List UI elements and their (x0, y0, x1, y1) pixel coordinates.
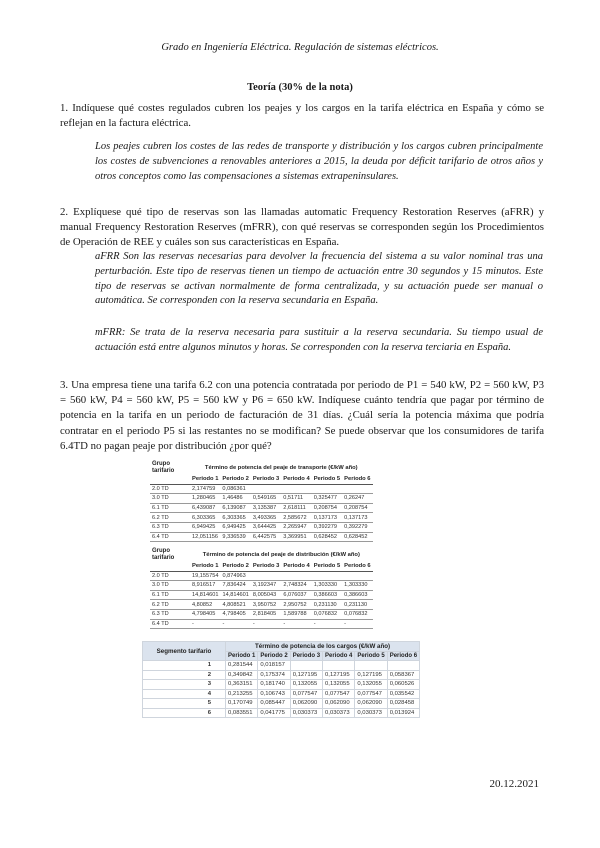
table-row (143, 661, 420, 671)
group-cell: 6.3 TD (150, 522, 190, 532)
value-cell: 0,281544 (226, 661, 258, 671)
period-header: Periodo 1 (190, 562, 220, 571)
value-cell: 3,135387 (251, 503, 281, 513)
value-cell: 14,814601 (222, 592, 249, 599)
period-header: Periodo 4 (283, 476, 310, 483)
segment-cell: 4 (143, 689, 226, 699)
value-cell (342, 484, 372, 494)
value-cell: 6,303365 (190, 513, 220, 523)
value-cell: 2,265947 (281, 522, 311, 532)
value-cell: 1,46486 (220, 494, 250, 504)
group-cell: 6.2 TD (150, 513, 190, 523)
value-cell: 0,060526 (387, 680, 419, 690)
value-cell: 4,808521 (220, 600, 250, 610)
value-cell: - (251, 619, 281, 629)
value-cell: 0,062090 (355, 699, 387, 709)
value-cell: 0,077547 (290, 689, 322, 699)
value-cell: 1,303330 (312, 581, 342, 591)
value-cell: 0,51711 (281, 494, 311, 504)
table-row (143, 670, 420, 680)
value-cell: 0,231130 (342, 600, 372, 610)
value-cell: 6,076037 (281, 590, 311, 600)
value-cell: 0,106743 (258, 689, 290, 699)
value-cell: 0,030373 (355, 708, 387, 718)
group-cell: 6.1 TD (150, 590, 190, 600)
table-row (143, 680, 420, 690)
value-cell: 0,175374 (258, 670, 290, 680)
value-cell: 0,127195 (290, 670, 322, 680)
value-cell: 0,132055 (323, 680, 355, 690)
value-cell: 2,818405 (251, 609, 281, 619)
segment-cell: 6 (143, 708, 226, 718)
group-cell: 3.0 TD (150, 581, 190, 591)
value-cell (342, 571, 372, 581)
value-cell: 0,386603 (342, 590, 372, 600)
table-row (150, 571, 373, 581)
value-cell: 4,80852 (190, 600, 220, 610)
table-row (150, 619, 373, 629)
group-cell: 2.0 TD (150, 571, 190, 581)
table-caption: Término de potencia del peaje de distribución (€/kW año) (202, 552, 360, 558)
value-cell: 0,127195 (323, 670, 355, 680)
value-cell: 6,303365 (220, 513, 250, 523)
table-label: Segmento tarifario (143, 642, 226, 661)
value-cell (387, 661, 419, 671)
value-cell: 0,549165 (251, 494, 281, 504)
table-row (150, 600, 373, 610)
table-row (150, 513, 373, 523)
value-cell: - (190, 619, 220, 629)
group-cell: 2.0 TD (150, 484, 190, 494)
table-row (150, 494, 373, 504)
document-date: 20.12.2021 (489, 778, 539, 790)
value-cell: 0,041775 (258, 708, 290, 718)
value-cell: 0,062090 (290, 699, 322, 709)
value-cell (281, 484, 311, 494)
value-cell: 0,628452 (342, 532, 372, 542)
value-cell: 8,005043 (251, 590, 281, 600)
value-cell: 0,208754 (342, 503, 372, 513)
value-cell (251, 571, 281, 581)
value-cell: 3,369951 (281, 532, 311, 542)
group-cell: 6.4 TD (150, 619, 190, 629)
value-cell: 0,392279 (342, 522, 372, 532)
value-cell: 6,949425 (220, 522, 250, 532)
answer-1: Los peajes cubren los costes de las redes de transporte y distribución y los cargos cubren principalmente los costes de subvenciones a renovables anteriores a 2015, la deuda por déficit tarifario de otros años y otros conceptos como las compensaciones a sistemas extrapeninsulares. (95, 141, 543, 182)
charges-table (142, 641, 420, 718)
value-cell: 0,132055 (290, 680, 322, 690)
value-cell: 12,051156 (190, 532, 220, 542)
period-header: Periodo 2 (222, 476, 249, 483)
value-cell: 0,213255 (226, 689, 258, 699)
period-header: Periodo 6 (387, 651, 419, 661)
value-cell: 0,26247 (342, 494, 372, 504)
period-header: Periodo 2 (258, 651, 290, 661)
value-cell: 0,085447 (258, 699, 290, 709)
value-cell: 0,137173 (342, 513, 372, 523)
period-header: Periodo 3 (252, 476, 280, 483)
value-cell: - (281, 619, 311, 629)
period-header: Periodo 5 (313, 476, 341, 483)
table-caption: Término de potencia del peaje de transporte (€/kW año) (204, 465, 358, 471)
table-row (150, 522, 373, 532)
group-cell: 6.4 TD (150, 532, 190, 542)
value-cell: 0,035542 (387, 689, 419, 699)
value-cell: 6,439087 (190, 503, 220, 513)
value-cell: 0,127195 (355, 670, 387, 680)
value-cell: 0,231130 (312, 600, 342, 610)
value-cell: 0,018157 (258, 661, 290, 671)
period-header: Periodo 6 (344, 476, 371, 483)
value-cell: 9,336539 (220, 532, 250, 542)
value-cell: 1,303330 (342, 581, 372, 591)
value-cell: 0,170749 (226, 699, 258, 709)
group-cell: 6.1 TD (150, 503, 190, 513)
value-cell: 0,076832 (342, 609, 372, 619)
period-header: Periodo 3 (252, 563, 280, 570)
segment-cell: 5 (143, 699, 226, 709)
value-cell: 3,644425 (251, 522, 281, 532)
value-cell: 3,192347 (251, 581, 281, 591)
value-cell: 0,132055 (355, 680, 387, 690)
value-cell: 0,030373 (290, 708, 322, 718)
value-cell: 6,442575 (251, 532, 281, 542)
value-cell: 4,798405 (190, 609, 220, 619)
value-cell (290, 661, 322, 671)
question-1: 1. Indíquese qué costes regulados cubren los peajes y los cargos en la tarifa eléctrica en España y cómo se reflejan en la factura eléctrica. (60, 102, 544, 130)
period-header: Periodo 3 (290, 651, 322, 661)
table-row (143, 699, 420, 709)
value-cell: 0,349842 (226, 670, 258, 680)
value-cell: - (312, 619, 342, 629)
table-row (150, 484, 373, 494)
period-header: Periodo 1 (192, 476, 219, 483)
value-cell: 0,386603 (312, 590, 342, 600)
table-row (150, 590, 373, 600)
value-cell: 1,589788 (281, 609, 311, 619)
table-label: Grupo tarifario (152, 461, 175, 474)
value-cell: 0,076832 (312, 609, 342, 619)
period-header: Periodo 4 (283, 563, 310, 570)
transport-table (150, 461, 373, 542)
value-cell: - (220, 619, 250, 629)
period-header: Periodo 5 (355, 651, 387, 661)
period-header: Periodo 6 (344, 563, 371, 570)
value-cell: 2,748324 (281, 581, 311, 591)
value-cell: 6,949425 (190, 522, 220, 532)
value-cell: 4,798405 (220, 609, 250, 619)
table-row (150, 503, 373, 513)
period-header: Periodo 5 (313, 563, 341, 570)
value-cell (355, 661, 387, 671)
value-cell: 0,137173 (312, 513, 342, 523)
table-row (150, 609, 373, 619)
section-title: Teoría (30% de la nota) (247, 82, 353, 93)
value-cell: 0,208754 (312, 503, 342, 513)
table-row (143, 689, 420, 699)
value-cell: 6,139087 (220, 503, 250, 513)
value-cell: 0,325477 (312, 494, 342, 504)
value-cell: 0,028458 (387, 699, 419, 709)
value-cell: 1,280465 (190, 494, 220, 504)
value-cell: 0,363151 (226, 680, 258, 690)
value-cell: 2,585672 (281, 513, 311, 523)
group-cell: 6.3 TD (150, 609, 190, 619)
value-cell: 0,392279 (312, 522, 342, 532)
value-cell: 0,077547 (355, 689, 387, 699)
value-cell: 0,181740 (258, 680, 290, 690)
value-cell: 0,628452 (312, 532, 342, 542)
period-header: Periodo 4 (323, 651, 355, 661)
group-cell: 3.0 TD (150, 494, 190, 504)
segment-cell: 3 (143, 680, 226, 690)
group-cell: 6.2 TD (150, 600, 190, 610)
value-cell: 0,013924 (387, 708, 419, 718)
question-2: 2. Explíquese qué tipo de reservas son las llamadas automatic Frequency Restoration Reserves (aFRR) y manual Frequency Restoration Reserves (mFRR), con qué reservas se corresponden según los Procedimientos de Operación de REE y cuáles son sus características en España. (60, 206, 544, 249)
value-cell (312, 571, 342, 581)
period-header: Periodo 2 (220, 562, 250, 571)
value-cell: 2,174759 (190, 484, 220, 494)
value-cell: 3,950752 (251, 600, 281, 610)
value-cell: 7,836424 (220, 581, 250, 591)
course-header: Grado en Ingeniería Eléctrica. Regulación de sistemas eléctricos. (161, 42, 439, 53)
value-cell: 0,083551 (226, 708, 258, 718)
distribution-table (150, 548, 373, 629)
segment-cell: 1 (143, 661, 226, 671)
value-cell (281, 571, 311, 581)
value-cell: 0,874963 (220, 571, 250, 581)
segment-cell: 2 (143, 670, 226, 680)
value-cell: 2,950752 (281, 600, 311, 610)
table-row (150, 581, 373, 591)
value-cell: 0,086361 (220, 484, 250, 494)
table-row (143, 708, 420, 718)
table-caption: Término de potencia de los cargos (€/kW año) (226, 642, 420, 652)
value-cell: 0,030373 (323, 708, 355, 718)
table-row (150, 532, 373, 542)
value-cell: 0,058367 (387, 670, 419, 680)
value-cell: 19,155754 (192, 572, 219, 579)
answer-2-afrr: aFRR Son las reservas necesarias para devolver la frecuencia del sistema a su valor nominal tras una perturbación. Este tipo de reservas tienen un tiempo de actuación entre 30 segundos y 15 minutos. Este tipo de reservas se activan normalmente de forma centralizada, y su actuación puede ser manual o automática. Se corresponden con la reserva secundaria en España. (95, 251, 543, 307)
period-header: Periodo 1 (226, 651, 258, 661)
question-3: 3. Una empresa tiene una tarifa 6.2 con una potencia contratada por periodo de P1 = 540 kW, P2 = 560 kW, P3 = 560 kW, P4 = 560 kW, P5 = 560 kW y P6 = 650 kW. Indíquese cuánto tendría que pagar por término de potencia en la tarifa en un periodo de facturación de 31 días. ¿Cuál sería la potencia máxima que podría contratar en el periodo P5 si las restantes no se modifican? Se puede observar que los consumidores de tarifa 6.4TD no pagan peaje por distribución ¿por qué? (60, 379, 544, 452)
value-cell: 0,062090 (323, 699, 355, 709)
value-cell: - (342, 619, 372, 629)
value-cell: 8,916517 (190, 581, 220, 591)
value-cell (323, 661, 355, 671)
value-cell: 3,493365 (251, 513, 281, 523)
value-cell: 0,077547 (323, 689, 355, 699)
answer-2-mfrr: mFRR: Se trata de la reserva necesaria para sustituir a la reserva secundaria. Su tiempo usual de actuación está entre algunos minutos y horas. Se corresponden con la reserva terciaria en España. (95, 327, 543, 353)
table-label: Grupo tarifario (152, 548, 175, 561)
value-cell: 14,814601 (192, 592, 219, 599)
value-cell (251, 484, 281, 494)
value-cell (312, 484, 342, 494)
value-cell: 2,618111 (281, 503, 311, 513)
